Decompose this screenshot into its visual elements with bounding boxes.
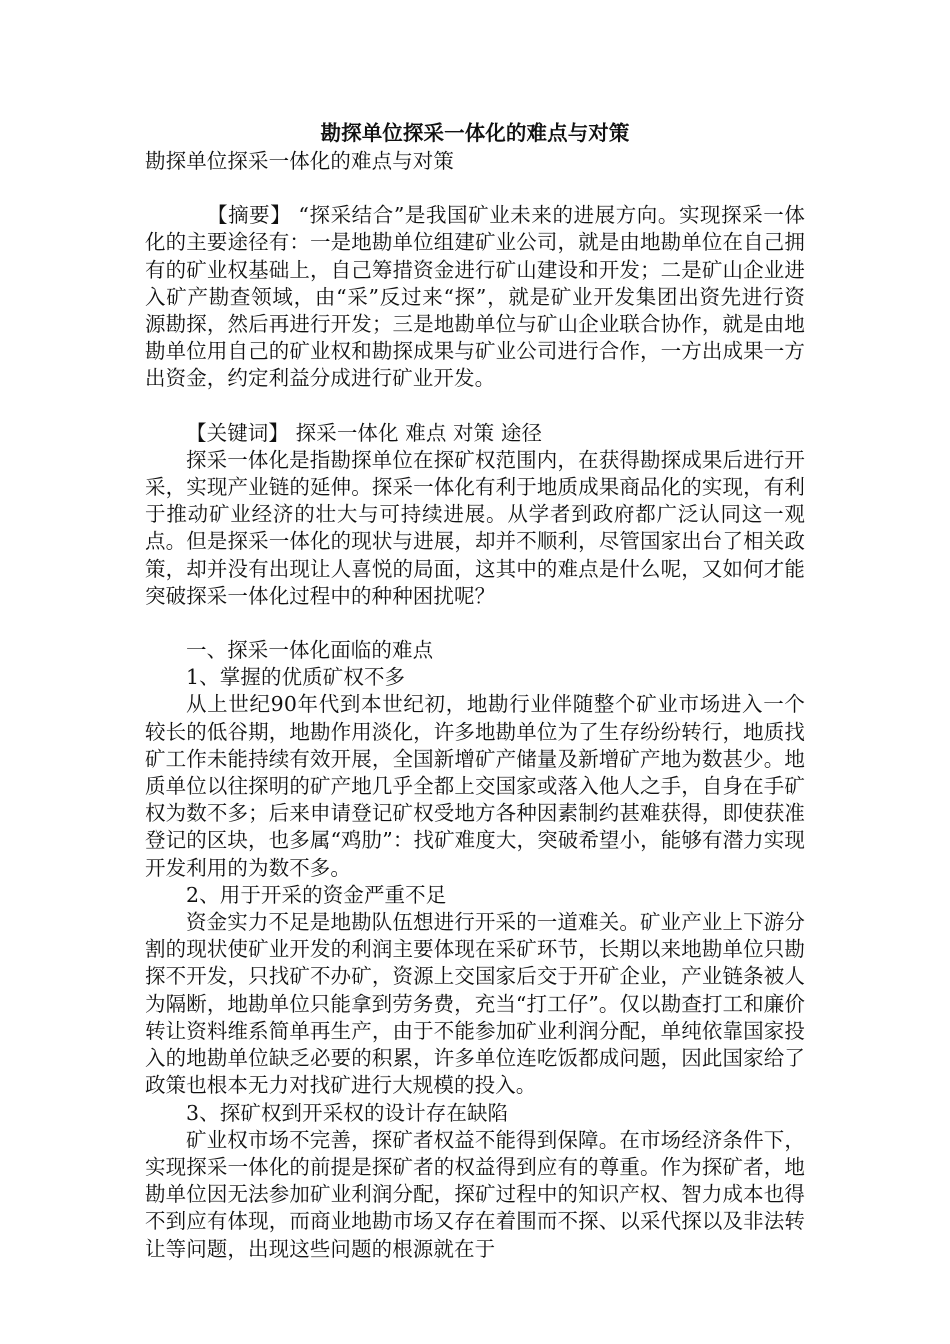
subsection-heading: 2、用于开采的资金严重不足: [186, 882, 447, 907]
section-heading: 一、探采一体化面临的难点: [186, 638, 434, 663]
abstract-paragraph: 【摘要】 “探采结合”是我国矿业未来的进展方向。实现探采一体化的主要途径有：一是地勘单位组建矿业公司，就是由地勘单位在自己拥有的矿业权基础上，自己筹措资金进行矿山建设和开发；二是矿山企业进入矿产勘查领域，由“采”反过来“探”，就是矿业开发集团出资先进行资源勘探，然后再进行开发；三是地勘单位与矿山企业联合协作，就是由地勘单位用自己的矿业权和勘探成果与矿业公司进行合作，一方出成果一方出资金，约定利益分成进行矿业开发。: [145, 203, 805, 391]
paragraph-spacer: [145, 393, 805, 420]
keywords-line: 【关键词】 探采一体化 难点 对策 途径: [186, 420, 543, 445]
body-paragraph: 资金实力不足是地勘队伍想进行开采的一道难关。矿业产业上下游分割的现状使矿业开发的利润主要体现在采矿环节，长期以来地勘单位只勘探不开发，只找矿不办矿，资源上交国家后交于开矿企业，产业链条被人为隔断，地勘单位只能拿到劳务费，充当“打工仔”。仅以勘查打工和廉价转让资料维系简单再生产，由于不能参加矿业利润分配，单纯依靠国家投入的地勘单位缺乏必要的积累，许多单位连吃饭都成问题，因此国家给了政策也根本无力对找矿进行大规模的投入。: [145, 910, 805, 1098]
body-paragraph: 矿业权市场不完善，探矿者权益不能得到保障。在市场经济条件下，实现探采一体化的前提是探矿者的权益得到应有的尊重。作为探矿者，地勘单位因无法参加矿业利润分配，探矿过程中的知识产权、智力成本也得不到应有体现，而商业地勘市场又存在着围而不探、以采代探以及非法转让等问题，出现这些问题的根源就在于: [145, 1127, 805, 1261]
body-paragraph: 从上世纪90年代到本世纪初，地勘行业伴随整个矿业市场进入一个较长的低谷期，地勘作用淡化，许多地勘单位为了生存纷纷转行，地质找矿工作未能持续有效开展，全国新增矿产储量及新增矿产地为数甚少。地质单位以往探明的矿产地几乎全都上交国家或落入他人之手，自身在手矿权为数不多；后来申请登记矿权受地方各种因素制约甚难获得，即使获准登记的区块，也多属“鸡肋”：找矿难度大，突破希望小，能够有潜力实现开发利用的为数不多。: [145, 692, 805, 880]
document-subtitle: 勘探单位探采一体化的难点与对策: [145, 149, 454, 173]
document-title: 勘探单位探采一体化的难点与对策: [320, 121, 630, 145]
document-body: [145, 118, 805, 1263]
subsection-heading: 1、掌握的优质矿权不多: [186, 665, 406, 690]
intro-paragraph: 探采一体化是指勘探单位在探矿权范围内，在获得勘探成果后进行开采，实现产业链的延伸。探采一体化有利于地质成果商品化的实现，有利于推动矿业经济的壮大与可持续进展。从学者到政府都广泛认同这一观点。但是探采一体化的现状与进展，却并不顺利，尽管国家出台了相关政策，却并没有出现让人喜悦的局面，这其中的难点是什么呢，又如何才能突破探采一体化过程中的种种困扰呢？: [145, 447, 805, 608]
paragraph-spacer: [145, 610, 805, 637]
subsection-heading: 3、探矿权到开采权的设计存在缺陷: [186, 1100, 509, 1125]
